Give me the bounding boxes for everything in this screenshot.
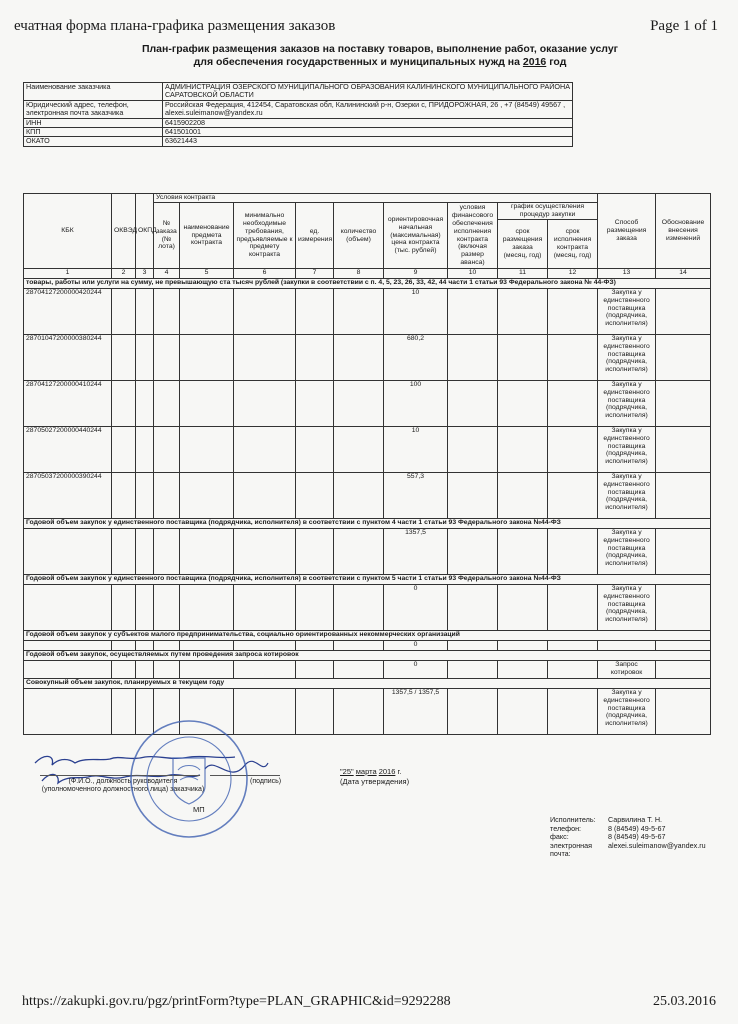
section-title: Годовой объем закупок у единственного поставщика (подрядчика, исполнителя) в соответствии с пунктом 5 части 1 статьи 93 Федерального закона №44-ФЗ — [24, 575, 711, 585]
info-row — [24, 83, 573, 101]
official-seal-stamp — [128, 718, 250, 840]
table-row — [24, 641, 711, 651]
price-cell: 0 — [384, 585, 448, 631]
section-title: Годовой объем закупок у единственного поставщика (подрядчика, исполнителя) в соответствии с пунктом 4 части 1 статьи 93 Федерального закона №44-ФЗ — [24, 519, 711, 529]
method-cell: Закупка у единственного поставщика (подрядчика, исполнителя) — [598, 335, 656, 381]
col-number: 1 — [24, 269, 112, 279]
executor-row — [548, 842, 708, 859]
footer-date: 25.03.2016 — [653, 994, 716, 1009]
kbk-cell: 28704127200000420244 — [24, 289, 112, 335]
table-row — [24, 585, 711, 631]
method-cell: Закупка у единственного поставщика (подрядчика, исполнителя) — [598, 289, 656, 335]
method-cell: Закупка у единственного поставщика (подрядчика, исполнителя) — [598, 473, 656, 519]
customer-info-table — [23, 82, 573, 147]
info-row — [24, 137, 573, 146]
col-name: наименование предмета контракта — [180, 203, 234, 269]
info-label: ИНН — [24, 118, 163, 127]
section-heading — [24, 631, 711, 641]
section-title: Годовой объем закупок у субъектов малого предпринимательства, социально ориентированных некоммерческих организаций — [24, 631, 711, 641]
info-label: ОКАТО — [24, 137, 163, 146]
col-number: 6 — [234, 269, 296, 279]
executor-value: 8 (84549) 49-5-67 — [608, 832, 666, 842]
date-year: 2016 — [378, 767, 396, 776]
price-cell: 680,2 — [384, 335, 448, 381]
info-value: АДМИНИСТРАЦИЯ ОЗЕРСКОГО МУНИЦИПАЛЬНОГО ОБРАЗОВАНИЯ КАЛИНИНСКОГО МУНИЦИПАЛЬНОГО РАЙОНА САРАТОВСКОЙ ОБЛАСТИ — [163, 83, 573, 101]
table-row — [24, 661, 711, 679]
price-cell: 1357,5 / 1357,5 — [384, 689, 448, 735]
executor-label: факс: — [550, 832, 569, 842]
col-number: 14 — [656, 269, 711, 279]
table-row — [24, 427, 711, 473]
info-value: Российская Федерация, 412454, Саратовская обл, Калининский р-н, Озерки с, ПРИДОРОЖНАЯ, 26 , +7 (84549) 49567 , alexei.suleimanow@yandex.ru — [163, 100, 573, 118]
col-conditions: Условия контракта — [154, 194, 598, 203]
col-kbk: КБК — [24, 194, 112, 269]
kbk-cell: 28705037200000390244 — [24, 473, 112, 519]
table-row — [24, 335, 711, 381]
price-cell: 0 — [384, 661, 448, 679]
executor-label: телефон: — [550, 823, 582, 833]
section-title: товары, работы или услуги на сумму, не превышающую ста тысяч рублей (закупки в соответствии с п. 4, 5, 23, 26, 33, 42, 44 части 1 статьи 93 Федерального закона № 44-ФЗ) — [24, 279, 711, 289]
method-cell: Закупка у единственного поставщика (подрядчика, исполнителя) — [598, 427, 656, 473]
title-line-1: План-график размещения заказов на поставку товаров, выполнение работ, оказание услуг — [141, 43, 619, 55]
plan-schedule-table — [23, 193, 711, 735]
kbk-cell: 28704127200000410244 — [24, 381, 112, 427]
seal-place-label: МП — [193, 805, 205, 814]
plan-year: 2016 — [522, 56, 547, 68]
col-number: 3 — [136, 269, 154, 279]
executor-value: 8 (84549) 49-5-67 — [608, 823, 666, 833]
col-number: 10 — [448, 269, 498, 279]
document-title — [100, 43, 660, 69]
col-number: 8 — [334, 269, 384, 279]
kbk-cell: 28705027200000440244 — [24, 427, 112, 473]
info-row — [24, 118, 573, 127]
title-line-2-prefix: для обеспечения государственных и муниципальных нужд на — [193, 56, 520, 68]
section-heading — [24, 279, 711, 289]
table-row — [24, 381, 711, 427]
kbk-cell: 28701047200000380244 — [24, 335, 112, 381]
col-method: Способ размещения заказа — [598, 194, 656, 269]
col-term-place: срок размещения заказа (месяц, год) — [498, 220, 548, 269]
col-number: 11 — [498, 269, 548, 279]
info-label: Юридический адрес, телефон, электронная почта заказчика — [24, 100, 163, 118]
info-row — [24, 128, 573, 137]
col-okved: ОКВЭД — [112, 194, 136, 269]
col-number: 4 — [154, 269, 180, 279]
info-value: 641501001 — [163, 128, 573, 137]
col-reason: Обоснование внесения изменений — [656, 194, 711, 269]
price-cell: 557,3 — [384, 473, 448, 519]
page-number: Page 1 of 1 — [650, 18, 718, 34]
signatory-caption: (Ф.И.О., должность руководителя (уполномоченного должностного лица) заказчика) — [41, 778, 205, 793]
method-cell: Закупка у единственного поставщика (подрядчика, исполнителя) — [598, 381, 656, 427]
section-title: Совокупный объем закупок, планируемых в текущем году — [24, 679, 711, 689]
col-unit: ед. измерения — [296, 203, 334, 269]
table-row — [24, 289, 711, 335]
date-suffix: г. — [397, 767, 402, 776]
section-heading — [24, 575, 711, 585]
info-row — [24, 100, 573, 118]
col-number: 9 — [384, 269, 448, 279]
table-row — [24, 473, 711, 519]
method-cell: Запрос котировок — [598, 661, 656, 679]
price-cell: 1357,5 — [384, 529, 448, 575]
method-cell: Закупка у единственного поставщика (подрядчика, исполнителя) — [598, 529, 656, 575]
price-cell: 0 — [384, 641, 448, 651]
col-lot: № заказа (№ лота) — [154, 203, 180, 269]
title-line-2-suffix: год — [549, 56, 567, 68]
executor-block — [548, 816, 708, 859]
date-month: марта — [355, 767, 377, 776]
col-number: 13 — [598, 269, 656, 279]
col-price: ориентировочная начальная (максимальная) цена контракта (тыс. рублей) — [384, 203, 448, 269]
approval-date — [340, 767, 401, 776]
col-requirements: минимально необходимые требования, предъявляемые к предмету контракта — [234, 203, 296, 269]
info-label: Наименование заказчика — [24, 83, 163, 101]
col-number: 12 — [548, 269, 598, 279]
column-numbers-row — [24, 269, 711, 279]
section-heading — [24, 519, 711, 529]
section-heading — [24, 679, 711, 689]
section-title: Годовой объем закупок, осуществляемых путем проведения запроса котировок — [24, 651, 711, 661]
price-cell: 100 — [384, 381, 448, 427]
executor-label: электронная почта: — [550, 840, 593, 859]
signature-caption: (подпись) — [250, 778, 282, 785]
col-okpd: ОКПД — [136, 194, 154, 269]
footer-url: https://zakupki.gov.ru/pgz/printForm?type=PLAN_GRAPHIC&id=9292288 — [22, 994, 451, 1009]
price-cell: 10 — [384, 427, 448, 473]
price-cell: 10 — [384, 289, 448, 335]
table-row — [24, 689, 711, 735]
date-day: "25" — [340, 767, 354, 776]
executor-label: Исполнитель: — [550, 815, 596, 824]
info-value: 6415902208 — [163, 118, 573, 127]
header-row-1 — [24, 194, 711, 203]
date-caption: (Дата утверждения) — [340, 777, 410, 786]
info-value: 63621443 — [163, 137, 573, 146]
table-row — [24, 529, 711, 575]
col-number: 7 — [296, 269, 334, 279]
executor-value: alexei.suleimanow@yandex.ru — [608, 840, 706, 850]
section-heading — [24, 651, 711, 661]
print-form-title: ечатная форма плана-графика размещения заказов — [14, 18, 336, 34]
title-line-2 — [100, 56, 660, 69]
info-label: КПП — [24, 128, 163, 137]
executor-value: Сарвилина Т. Н. — [608, 815, 663, 824]
col-quantity: количество (объем) — [334, 203, 384, 269]
col-schedule: график осуществления процедур закупки — [498, 203, 598, 220]
col-term-exec: срок исполнения контракта (месяц, год) — [548, 220, 598, 269]
method-cell: Закупка у единственного поставщика (подрядчика, исполнителя) — [598, 585, 656, 631]
method-cell: Закупка у единственного поставщика (подрядчика, исполнителя) — [598, 689, 656, 735]
col-number: 2 — [112, 269, 136, 279]
col-financing: условия финансового обеспечения исполнения контракта (включая размер аванса) — [448, 203, 498, 269]
col-number: 5 — [180, 269, 234, 279]
